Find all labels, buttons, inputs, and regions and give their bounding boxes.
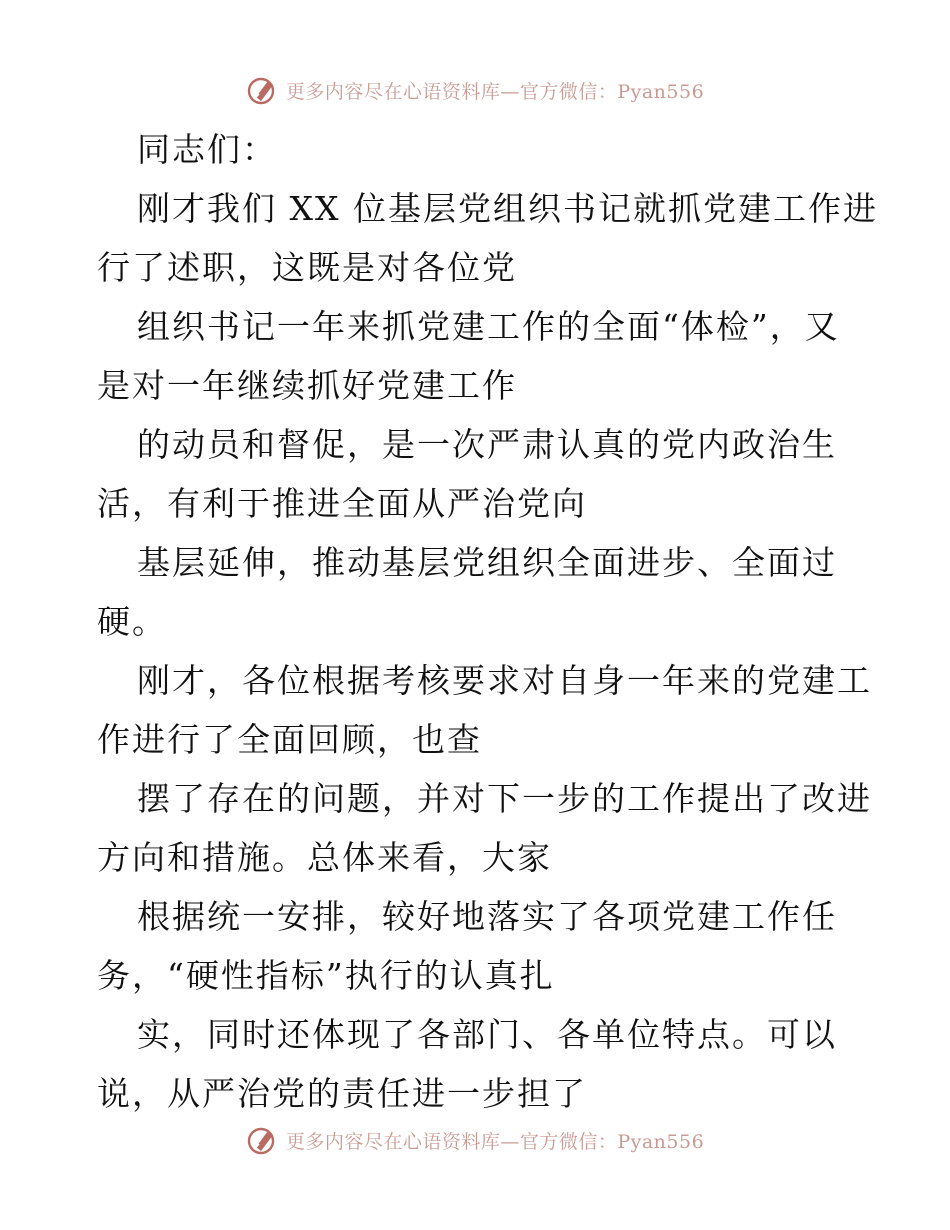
header-watermark-text: 更多内容尽在心语资料库—官方微信：Pyan556 [285,80,705,103]
footer-watermark-text: 更多内容尽在心语资料库—官方微信：Pyan556 [285,1130,705,1153]
text-line: 组织书记一年来抓党建工作的全面“体检”，又 [137,307,840,346]
text-line: 基层延伸，推动基层党组织全面进步、全面过 [137,543,837,582]
text-line: 刚才，各位根据考核要求对自身一年来的党建工 [137,661,872,700]
text-line: 方向和措施。总体来看，大家 [97,838,552,877]
footer-watermark [0,1120,950,1160]
pen-nib-logo-icon [246,1123,280,1157]
pen-nib-logo-icon [246,73,280,107]
text-line: 实，同时还体现了各部门、各单位特点。可以 [137,1015,837,1054]
text-line: 根据统一安排，较好地落实了各项党建工作任 [137,897,837,936]
text-line: 是对一年继续抓好党建工作 [97,366,517,405]
text-line: 硬。 [97,602,167,641]
header-watermark [0,70,950,110]
text-line: 务，“硬性指标”执行的认真扎 [97,956,555,995]
text-line: 摆了存在的问题，并对下一步的工作提出了改进 [137,779,872,818]
document-body [97,120,878,1123]
text-line: 刚才我们 XX 位基层党组织书记就抓党建工作进 [137,189,878,228]
text-line: 作进行了全面回顾，也查 [97,720,482,759]
text-line: 活，有利于推进全面从严治党向 [97,484,587,523]
text-line: 的动员和督促，是一次严肃认真的党内政治生 [137,425,837,464]
text-line: 说，从严治党的责任进一步担了 [97,1074,587,1113]
text-line: 行了述职，这既是对各位党 [97,248,517,287]
salutation-line: 同志们： [137,130,277,169]
